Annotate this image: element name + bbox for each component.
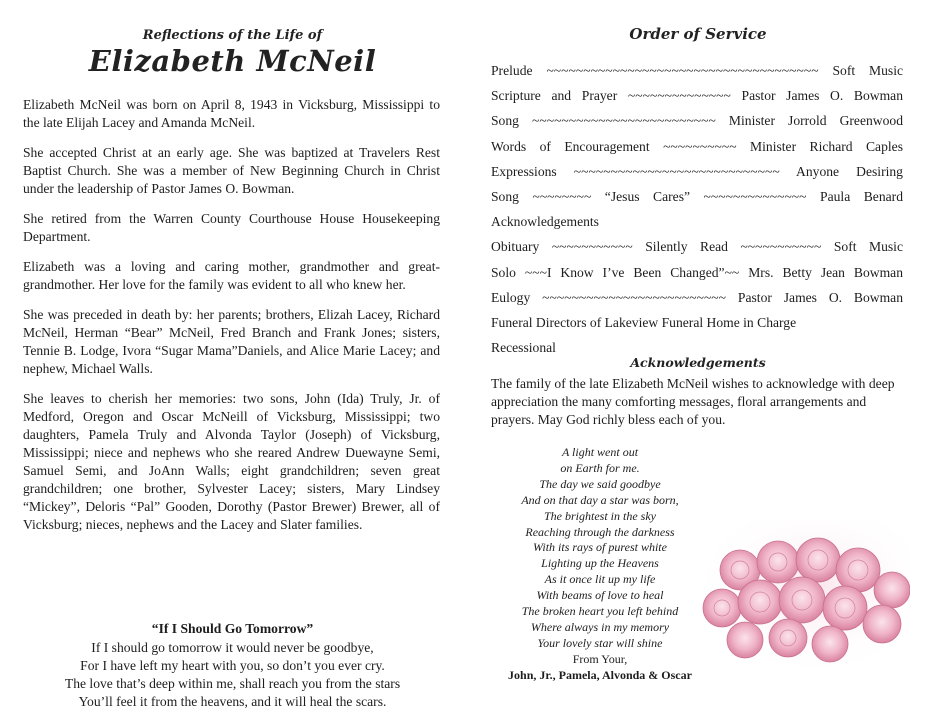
bio-paragraph-preceded: She was preceded in death by: her parents; brothers, Elizah Lacey, Richard McNeil, Herman “Bear” McNeil, Fred Branch and Frank Jones; sisters, Tennie B. Lodge, Ivora “Sugar Mama”Daniels, and Alice Marie Lacey; and nephew, Michael Walls. bbox=[23, 307, 440, 376]
light-went-out-poem bbox=[485, 445, 715, 684]
pink-roses-image bbox=[700, 520, 910, 670]
poem-line: Where always in my memory bbox=[530, 619, 670, 634]
bio-paragraph-survivors: She leaves to cherish her memories: two sons, John (Ida) Truly, Jr. of Medford, Oregon and Oscar McNeill of Vicksburg, Mississippi; two daughters, Pamela Truly and Alvonda Taylor (Joseph) of Vicksburg, Mississippi; niece and nephews who she reared Andrew Duewayne Semi, Samuel Semi, and JoAnn Walls; eight grandchildren; seven great grandchildren; one brother, Sylvester Lacey; sisters, Mary Lindsey “Mickey”, Deloris “Pal” Gooden, Dorothy (Pastor Brewer) Brewer, all of Vicksburg; nieces, nephews and the Lacey and Slater families. bbox=[23, 391, 440, 532]
reflections-subtitle: Reflections of the Life of bbox=[142, 28, 323, 43]
poem-line: A light went out bbox=[561, 445, 639, 459]
service-item: Song ~~~~~~~~ “Jesus Cares” ~~~~~~~~~~~~~~ Paula Benard bbox=[491, 188, 903, 204]
if-i-should-go-poem bbox=[0, 620, 465, 711]
poem-line: With beams of love to heal bbox=[536, 588, 664, 603]
poem-from: From Your, bbox=[572, 651, 628, 666]
service-item: Obituary ~~~~~~~~~~~ Silently Read ~~~~~~~~~~~ Soft Music bbox=[491, 239, 903, 255]
poem-line: The day we said goodbye bbox=[539, 476, 661, 491]
poem-line: And on that day a star was born, bbox=[521, 492, 679, 507]
service-item: Scripture and Prayer ~~~~~~~~~~~~~~ Pastor James O. Bowman bbox=[491, 88, 903, 104]
deceased-name: Elizabeth McNeil bbox=[88, 44, 377, 78]
order-of-service-title: Order of Service bbox=[629, 25, 767, 43]
poem-line: The brightest in the sky bbox=[544, 508, 656, 523]
poem-line: You’ll feel it from the heavens, and it will heal the scars. bbox=[78, 694, 387, 709]
bio-paragraph-faith: She accepted Christ at an early age. She was baptized at Travelers Rest Baptist Church. She was a member of New Beginning Church in Christ under the leadership of Pastor James O. Bowman. bbox=[23, 145, 440, 196]
bio-paragraph-career: She retired from the Warren County Courthouse House Housekeeping Department. bbox=[23, 211, 440, 244]
family-signature: John, Jr., Pamela, Alvonda & Oscar bbox=[508, 667, 692, 682]
service-item: Song ~~~~~~~~~~~~~~~~~~~~~~~~~ Minister Jorrold Greenwood bbox=[491, 113, 903, 129]
order-of-service-list bbox=[491, 58, 903, 360]
poem-line: on Earth for me. bbox=[560, 460, 640, 475]
service-item: Prelude ~~~~~~~~~~~~~~~~~~~~~~~~~~~~~~~~~~~~~ Soft Music bbox=[491, 63, 903, 78]
service-item: Recessional bbox=[491, 340, 556, 356]
bio-paragraph-birth: Elizabeth McNeil was born on April 8, 1943 in Vicksburg, Mississippi to the late Elijah Lacey and Amanda McNeil. bbox=[23, 97, 440, 130]
poem-line: If I should go tomorrow it would never be goodbye, bbox=[91, 640, 374, 655]
poem-title: “If I Should Go Tomorrow” bbox=[151, 621, 314, 636]
poem-line: Your lovely star will shine bbox=[537, 635, 663, 650]
left-page bbox=[0, 0, 465, 714]
service-item: Expressions ~~~~~~~~~~~~~~~~~~~~~~~~~~~~ Anyone Desiring bbox=[491, 163, 903, 179]
poem-line: Reaching through the darkness bbox=[525, 524, 675, 539]
acknowledgements-text: The family of the late Elizabeth McNeil wishes to acknowledge with deep appreciation the many comforting messages, floral arrangements and prayers. May God richly bless each of you. bbox=[491, 376, 895, 427]
service-item: Acknowledgements bbox=[491, 214, 599, 230]
biography bbox=[23, 96, 440, 546]
bio-paragraph-family-love: Elizabeth was a loving and caring mother, grandmother and great-grandmother. Her love for the family was evident to all who knew her. bbox=[23, 259, 440, 292]
poem-line: Lighting up the Heavens bbox=[541, 556, 659, 571]
service-item: Solo ~~~I Know I’ve Been Changed”~~ Mrs. Betty Jean Bowman bbox=[491, 264, 903, 280]
service-item: Words of Encouragement ~~~~~~~~~~ Minister Richard Caples bbox=[491, 138, 903, 154]
poem-line: For I have left my heart with you, so don’t you ever cry. bbox=[80, 658, 385, 673]
poem-line: The broken heart you left behind bbox=[521, 604, 679, 619]
acknowledgements-title: Acknowledgements bbox=[630, 355, 766, 370]
poem-line: With its rays of purest white bbox=[533, 540, 667, 555]
poem-line: The love that’s deep within me, shall reach you from the stars bbox=[64, 676, 401, 691]
poem-line: As it once lit up my life bbox=[544, 572, 656, 587]
service-item: Eulogy ~~~~~~~~~~~~~~~~~~~~~~~~~ Pastor James O. Bowman bbox=[491, 289, 903, 305]
service-item: Funeral Directors of Lakeview Funeral Home in Charge bbox=[491, 314, 797, 330]
